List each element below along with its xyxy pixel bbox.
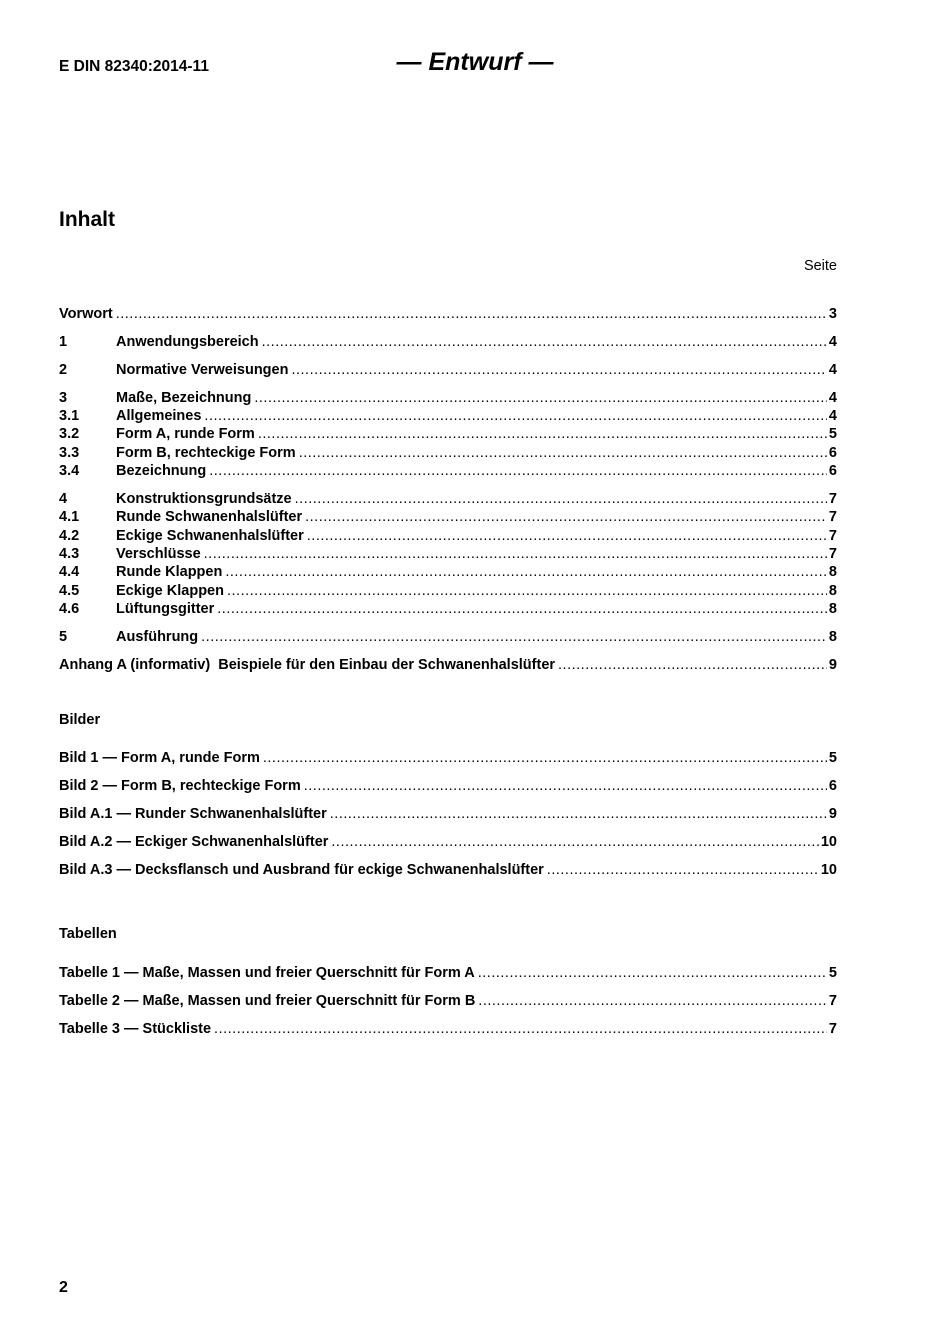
toc-entry-text: Eckige Klappen xyxy=(116,583,224,599)
document-id: E DIN 82340:2014-11 xyxy=(59,58,209,75)
page-title: Inhalt xyxy=(59,208,115,231)
table-entry[interactable] xyxy=(59,1020,837,1038)
toc-entry-text: Form B, rechteckige Form xyxy=(116,445,296,461)
toc-entry-page: 4 xyxy=(828,390,837,406)
toc-entry-text: Form A, runde Form xyxy=(116,426,255,442)
figure-entry-page: 10 xyxy=(820,834,837,850)
toc-entry-text: Ausführung xyxy=(116,629,199,645)
figure-entry-text: Bild A.3 — Decksflansch und Ausbrand für eckige Schwanenhalslüfter xyxy=(59,862,544,878)
figure-entry-text: Bild A.2 — Eckiger Schwanenhalslüfter xyxy=(59,834,329,850)
toc-entry-text: Bezeichnung xyxy=(116,463,207,479)
toc-entry[interactable] xyxy=(59,527,837,545)
toc-entry[interactable] xyxy=(59,490,837,508)
toc-entry-text: Lüftungsgitter xyxy=(116,601,215,617)
toc-entry-page: 8 xyxy=(828,601,837,617)
figure-entry-page: 10 xyxy=(820,862,837,878)
figure-entry[interactable] xyxy=(59,833,837,851)
toc-entry-number: 3 xyxy=(59,390,68,406)
toc-entry-number: 4 xyxy=(59,491,68,507)
bilder-heading: Bilder xyxy=(59,712,101,728)
figure-entry-page: 6 xyxy=(828,778,837,794)
figure-entry[interactable] xyxy=(59,777,837,795)
toc-entry-number: 5 xyxy=(59,629,68,645)
seite-label: Seite xyxy=(803,258,837,274)
toc-entry-page: 8 xyxy=(828,564,837,580)
toc-entry-number: 4.3 xyxy=(59,546,80,562)
toc-entry-number: 3.4 xyxy=(59,463,80,479)
toc-entry-page: 5 xyxy=(828,426,837,442)
toc-entry[interactable] xyxy=(59,333,837,351)
figure-entry-page: 9 xyxy=(828,806,837,822)
table-entry-page: 7 xyxy=(828,1021,837,1037)
toc-entry[interactable] xyxy=(59,462,837,480)
toc-entry-number: 1 xyxy=(59,334,68,350)
toc-entry-page: 6 xyxy=(828,463,837,479)
toc-entry-number: 3.1 xyxy=(59,408,80,424)
toc-entry-number: 3.3 xyxy=(59,445,80,461)
toc-entry-text: Vorwort xyxy=(59,306,113,322)
figure-entry-text: Bild A.1 — Runder Schwanenhalslüfter xyxy=(59,806,327,822)
toc-entry-text: Normative Verweisungen xyxy=(116,362,289,378)
toc-entry[interactable] xyxy=(59,361,837,379)
table-entry[interactable] xyxy=(59,992,837,1010)
figure-entry[interactable] xyxy=(59,805,837,823)
table-entry-text: Tabelle 1 — Maße, Massen und freier Querschnitt für Form A xyxy=(59,965,475,981)
toc-entry[interactable] xyxy=(59,582,837,600)
toc-entry-number: 4.5 xyxy=(59,583,80,599)
draft-label: — Entwurf — xyxy=(396,48,554,76)
tabellen-heading: Tabellen xyxy=(59,926,117,942)
page-number: 2 xyxy=(59,1279,68,1296)
toc-entry-page: 7 xyxy=(828,528,837,544)
toc-entry-number: 4.4 xyxy=(59,564,80,580)
figure-entry-text: Bild 1 — Form A, runde Form xyxy=(59,750,260,766)
toc-entry-text: Konstruktionsgrundsätze xyxy=(116,491,292,507)
table-entry-text: Tabelle 3 — Stückliste xyxy=(59,1021,212,1037)
toc-entry-text: Eckige Schwanenhalslüfter xyxy=(116,528,304,544)
toc-entry-number: 4.6 xyxy=(59,601,80,617)
toc-entry-page: 8 xyxy=(828,629,837,645)
toc-entry-vorwort[interactable] xyxy=(59,305,837,323)
figure-entry-page: 5 xyxy=(828,750,837,766)
toc-entry-page: 7 xyxy=(828,546,837,562)
toc-entry[interactable] xyxy=(59,389,837,407)
toc-entry[interactable] xyxy=(59,444,837,462)
figure-entry[interactable] xyxy=(59,861,837,879)
toc-entry-text: Anwendungsbereich xyxy=(116,334,259,350)
figure-entry[interactable] xyxy=(59,749,837,767)
toc-entry[interactable] xyxy=(59,425,837,443)
toc-entry-number: 3.2 xyxy=(59,426,80,442)
toc-entry-text: Allgemeines xyxy=(116,408,202,424)
toc-entry-page: 7 xyxy=(828,509,837,525)
toc-entry-page: 7 xyxy=(828,491,837,507)
toc-entry-anhang[interactable] xyxy=(59,656,837,674)
toc-entry[interactable] xyxy=(59,545,837,563)
toc-entry-number: 4.2 xyxy=(59,528,80,544)
table-entry-page: 7 xyxy=(828,993,837,1009)
figure-entry-text: Bild 2 — Form B, rechteckige Form xyxy=(59,778,301,794)
toc-entry-text: Verschlüsse xyxy=(116,546,201,562)
toc-entry[interactable] xyxy=(59,563,837,581)
toc-entry-page: 6 xyxy=(828,445,837,461)
toc-entry-text: Runde Schwanenhalslüfter xyxy=(116,509,303,525)
toc-entry[interactable] xyxy=(59,600,837,618)
toc-entry-number: 4.1 xyxy=(59,509,80,525)
table-entry[interactable] xyxy=(59,964,837,982)
toc-entry-page: 4 xyxy=(828,362,837,378)
table-entry-page: 5 xyxy=(828,965,837,981)
toc-entry-text: Maße, Bezeichnung xyxy=(116,390,252,406)
toc-entry[interactable] xyxy=(59,508,837,526)
toc-entry[interactable] xyxy=(59,628,837,646)
table-entry-text: Tabelle 2 — Maße, Massen und freier Querschnitt für Form B xyxy=(59,993,476,1009)
toc-entry[interactable] xyxy=(59,407,837,425)
toc-entry-page: 8 xyxy=(828,583,837,599)
toc-entry-text: Runde Klappen xyxy=(116,564,223,580)
toc-entry-page: 4 xyxy=(828,334,837,350)
toc-entry-text: Anhang A (informativ) Beispiele für den Einbau der Schwanenhalslüfter xyxy=(59,657,556,673)
toc-entry-page: 3 xyxy=(828,306,837,322)
toc-entry-page: 4 xyxy=(828,408,837,424)
toc-entry-page: 9 xyxy=(828,657,837,673)
toc-entry-number: 2 xyxy=(59,362,68,378)
